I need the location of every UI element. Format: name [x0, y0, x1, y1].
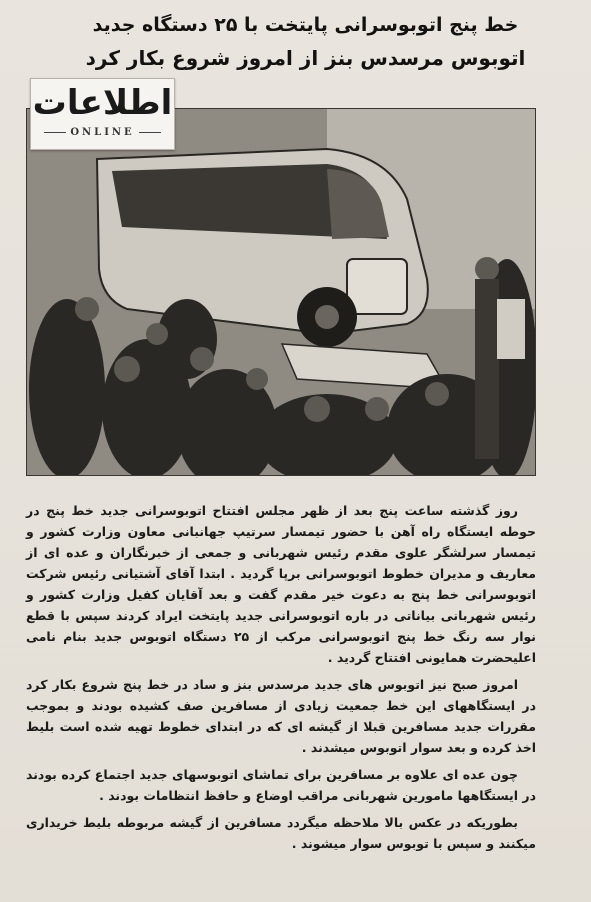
headline-line-1: خط پنج اتوبوسرانی پایتخت با ۲۵ دستگاه جدید	[92, 14, 519, 36]
article-body	[26, 500, 536, 860]
logo-subtitle: ONLINE	[31, 127, 174, 138]
article-paragraph: روز گذشته ساعت پنج بعد از ظهر مجلس افتتاح اتوبوسرانی جدید خط پنج در حوطه ایستگاه راه آهن با حضور تیمسار سرتیپ جهانبانی معاون وزارت کشور و تیمسار سرلشگر علوی مقدم رئیس شهربانی و جمعی از خبرنگاران و عده ای از معاریف و مدیران خطوط اتوبوسرانی برپا گردید . ابتدا آقای آشتیانی رئیس شرکت اتوبوسرانی خط پنج به دعوت خیر مقدم گفت و بعد آقایان کفیل وزارت کشور و رئیس شهربانی بیاناتی در باره اتوبوسرانی جدید پایتخت ایراد کردند سپس با قطع نوار سه رنگ خط پنج اتوبوسرانی مرکب از ۲۵ دستگاه اتوبوس جدید بنام نامی اعلیحضرت همایونی افتتاح گردید .	[26, 503, 537, 665]
article-paragraph: چون عده ای علاوه بر مسافرین برای تماشای اتوبوسهای جدید اجتماع کرده بودند در ایستگاهها مامورین شهربانی مراقب اوضاع و حافظ انتظامات بودند .	[26, 767, 536, 803]
publication-logo	[30, 78, 175, 150]
news-photo	[26, 108, 536, 476]
logo-wordmark: اطلاعات	[32, 83, 173, 123]
headline-line-2: اتوبوس مرسدس بنز از امروز شروع بکار کرد	[85, 46, 526, 70]
article-paragraph: امروز صبح نیز اتوبوس های جدید مرسدس بنز و ساد در خط پنج شروع بکار کرد در ایستگاههای این خط جمعیت زیادی از مسافرین صف کشیده بودند و بموجب مقررات جدید مسافرین قبلا از گیشه ای که در ابتدای خطوط تهیه شده است بلیط اخذ کرده و بعد سوار اتوبوس میشدند .	[26, 677, 536, 755]
article-paragraph: بطوریکه در عکس بالا ملاحظه میگردد مسافرین از گیشه مربوطه بلیط خریداری میکنند و سپس با توبوس سوار میشوند .	[26, 815, 536, 851]
bus-crowd-illustration	[27, 109, 535, 475]
